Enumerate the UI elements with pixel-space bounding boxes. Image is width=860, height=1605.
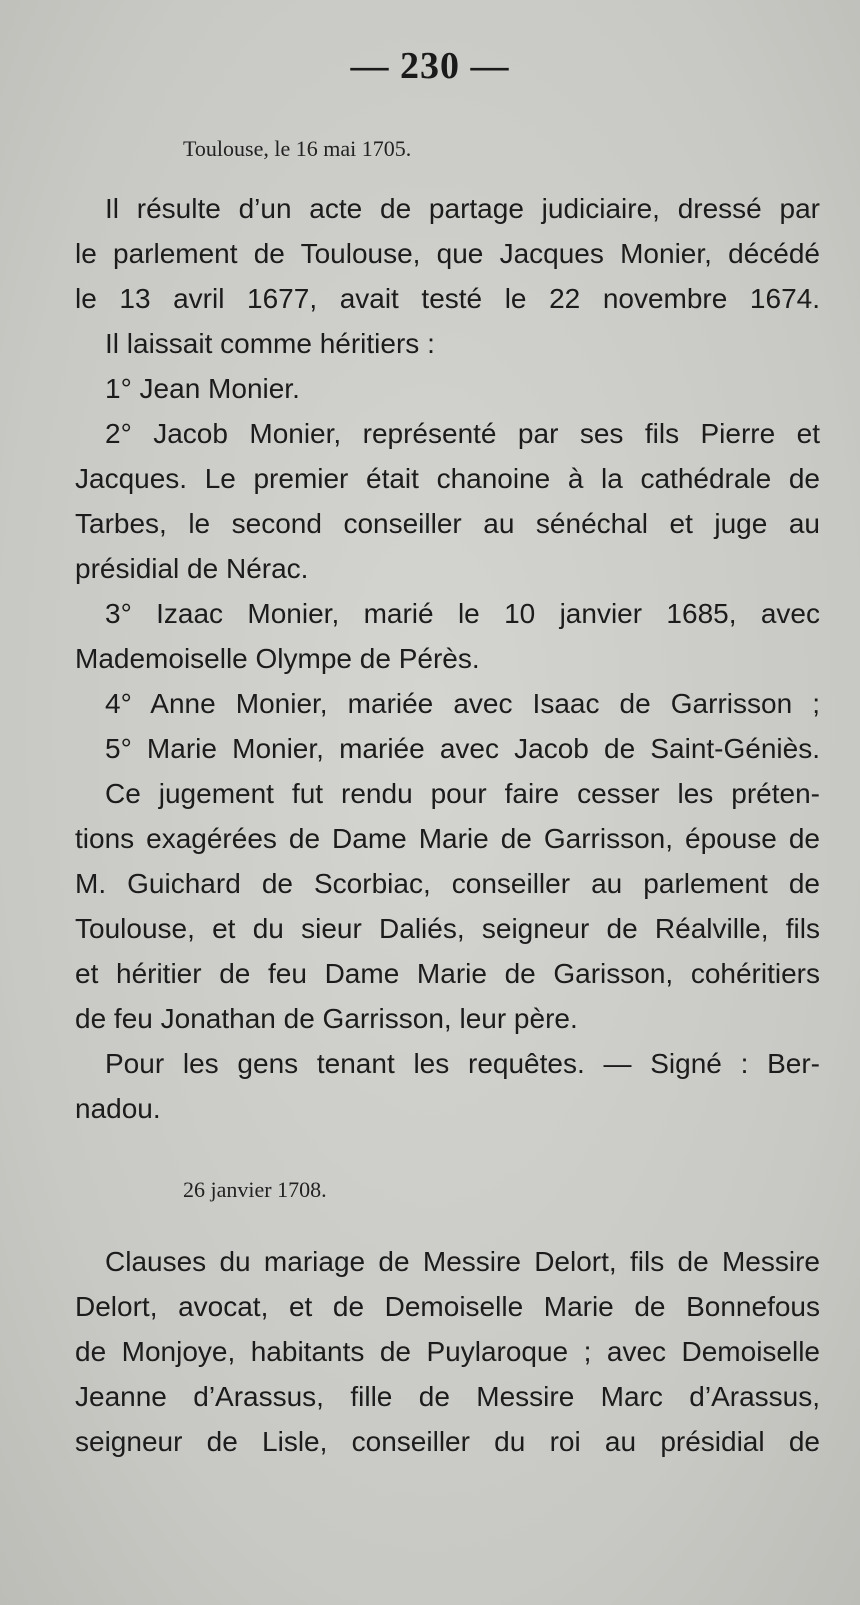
text-line: présidial de Nérac. xyxy=(75,553,309,584)
text-line: le parlement de Toulouse, que Jacques Monier, décédé xyxy=(75,238,820,269)
text-line: 2° Jacob Monier, représenté par ses fils Pierre et xyxy=(105,418,820,449)
entry-1-date: Toulouse, le 16 mai 1705. xyxy=(183,136,412,161)
text-line: Jeanne d’Arassus, fille de Messire Marc d’Arassus, xyxy=(75,1381,820,1412)
text-line: 3° Izaac Monier, marié le 10 janvier 1685, avec xyxy=(105,598,820,629)
text-line: Il résulte d’un acte de partage judiciaire, dressé par xyxy=(105,193,820,224)
entry-1-text xyxy=(75,186,820,1131)
page-number: — 230 — xyxy=(350,45,510,87)
text-line: nadou. xyxy=(75,1093,161,1124)
text-line: et héritier de feu Dame Marie de Garisson, cohéritiers xyxy=(75,958,820,989)
text-line: 4° Anne Monier, mariée avec Isaac de Garrisson ; xyxy=(105,688,820,719)
text-line: M. Guichard de Scorbiac, conseiller au parlement de xyxy=(75,868,820,899)
entry-2-date: 26 janvier 1708. xyxy=(183,1177,327,1202)
text-line: tions exagérées de Dame Marie de Garrisson, épouse de xyxy=(75,823,820,854)
text-line: 5° Marie Monier, mariée avec Jacob de Saint-Géniès. xyxy=(105,733,820,764)
text-line: Delort, avocat, et de Demoiselle Marie de Bonnefous xyxy=(75,1291,820,1322)
text-line: Toulouse, et du sieur Daliés, seigneur de Réalville, fils xyxy=(75,913,820,944)
text-line: Pour les gens tenant les requêtes. — Signé : Ber- xyxy=(105,1048,820,1079)
text-line: 1° Jean Monier. xyxy=(105,373,300,404)
text-line: Ce jugement fut rendu pour faire cesser les préten- xyxy=(105,778,820,809)
entry-2-text xyxy=(75,1239,820,1464)
text-line: Mademoiselle Olympe de Pérès. xyxy=(75,643,480,674)
text-line: Clauses du mariage de Messire Delort, fils de Messire xyxy=(105,1246,820,1277)
text-line: le 13 avril 1677, avait testé le 22 novembre 1674. xyxy=(75,283,820,314)
text-line: Il laissait comme héritiers : xyxy=(105,328,435,359)
text-line: seigneur de Lisle, conseiller du roi au présidial de xyxy=(75,1426,820,1457)
text-line: de feu Jonathan de Garrisson, leur père. xyxy=(75,1003,578,1034)
text-line: de Monjoye, habitants de Puylaroque ; avec Demoiselle xyxy=(75,1336,820,1367)
text-line: Jacques. Le premier était chanoine à la cathédrale de xyxy=(75,463,820,494)
text-line: Tarbes, le second conseiller au sénéchal et juge au xyxy=(75,508,820,539)
